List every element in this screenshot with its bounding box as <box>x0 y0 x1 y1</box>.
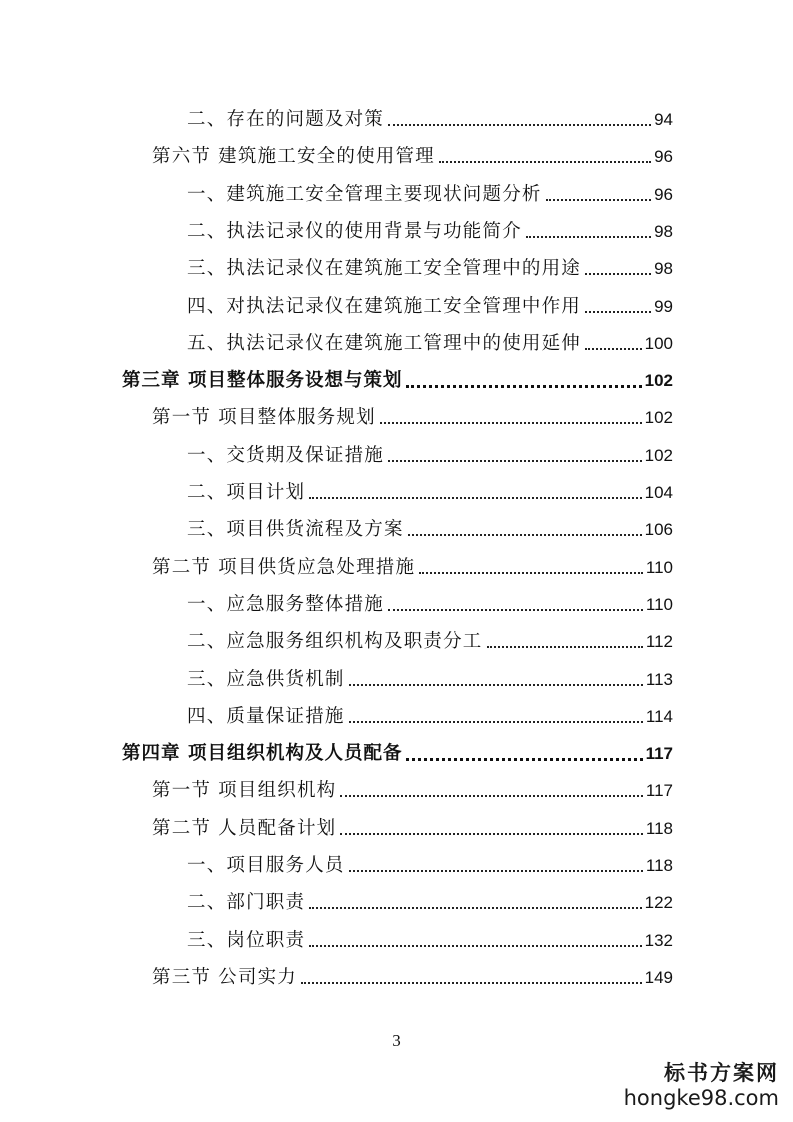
toc-entry-page: 114 <box>645 707 673 726</box>
watermark-cn-text: 标书方案网 <box>664 1061 779 1085</box>
toc-entry-page: 99 <box>654 297 673 316</box>
toc-entry-label: 第二节 人员配备计划 <box>152 818 337 839</box>
toc-entry-page: 117 <box>645 781 673 800</box>
toc-leader-dots <box>585 310 651 313</box>
toc-entry-item[interactable] <box>187 218 673 244</box>
toc-entry-item[interactable] <box>187 927 673 953</box>
toc-entry-section[interactable] <box>152 554 673 580</box>
toc-leader-dots <box>526 235 651 238</box>
toc-leader-dots <box>340 832 643 835</box>
toc-entry-item[interactable] <box>187 181 673 207</box>
toc-entry-item[interactable] <box>187 852 673 878</box>
toc-leader-dots <box>380 421 642 424</box>
toc-entry-label: 四、对执法记录仪在建筑施工安全管理中作用 <box>187 296 582 317</box>
toc-entry-page: 118 <box>645 856 673 875</box>
toc-entry-page: 102 <box>644 408 673 427</box>
toc-leader-dots <box>585 272 651 275</box>
toc-entry-page: 110 <box>645 595 673 614</box>
toc-leader-dots <box>406 757 642 761</box>
toc-entry-page: 122 <box>644 893 673 912</box>
toc-entry-label: 第一节 项目整体服务规划 <box>152 407 376 428</box>
toc-entry-label: 第二节 项目供货应急处理措施 <box>152 557 416 578</box>
toc-leader-dots <box>408 533 642 536</box>
toc-entry-item[interactable] <box>187 591 673 617</box>
toc-entry-chapter[interactable] <box>122 367 673 393</box>
toc-entry-label: 三、应急供货机制 <box>187 669 345 690</box>
toc-entry-section[interactable] <box>152 777 673 803</box>
toc-entry-label: 第一节 项目组织机构 <box>152 780 337 801</box>
toc-entry-label: 一、项目服务人员 <box>187 855 345 876</box>
page-number: 3 <box>392 1031 401 1050</box>
toc-leader-dots <box>439 160 651 163</box>
toc-entry-label: 二、项目计划 <box>187 482 306 503</box>
toc-entry-page: 117 <box>645 744 673 763</box>
toc-entry-label: 一、交货期及保证措施 <box>187 445 385 466</box>
toc-entry-page: 98 <box>654 259 673 278</box>
toc-entry-page: 118 <box>645 819 673 838</box>
toc-leader-dots <box>388 123 651 126</box>
toc-leader-dots <box>301 981 642 984</box>
toc-entry-page: 100 <box>644 334 673 353</box>
toc-leader-dots <box>406 384 641 388</box>
toc-leader-dots <box>309 906 641 909</box>
watermark-en-text: hongke98.com <box>623 1086 779 1110</box>
toc-entry-page: 149 <box>644 968 673 987</box>
toc-entry-item[interactable] <box>187 330 673 356</box>
toc-leader-dots <box>388 459 642 462</box>
toc-entry-page: 96 <box>654 185 673 204</box>
toc-entry-page: 96 <box>654 147 673 166</box>
toc-entry-item[interactable] <box>187 479 673 505</box>
toc-entry-item[interactable] <box>187 255 673 281</box>
toc-entry-label: 第三节 公司实力 <box>152 967 297 988</box>
toc-leader-dots <box>487 645 643 648</box>
toc-entry-label: 第六节 建筑施工安全的使用管理 <box>152 146 435 167</box>
toc-entry-section[interactable] <box>152 404 673 430</box>
toc-entry-page: 112 <box>645 632 673 651</box>
toc-entry-page: 102 <box>644 446 673 465</box>
toc-entry-label: 第四章 项目组织机构及人员配备 <box>122 743 403 764</box>
toc-entry-page: 94 <box>654 110 673 129</box>
toc-entry-item[interactable] <box>187 293 673 319</box>
toc-leader-dots <box>419 571 643 574</box>
toc-entry-item[interactable] <box>187 516 673 542</box>
toc-entry-item[interactable] <box>187 628 673 654</box>
toc-entry-section[interactable] <box>152 815 673 841</box>
toc-leader-dots <box>546 198 651 201</box>
toc-entry-section[interactable] <box>152 964 673 990</box>
toc-entry-item[interactable] <box>187 106 673 132</box>
toc-entry-page: 98 <box>654 222 673 241</box>
toc-leader-dots <box>388 608 643 611</box>
toc-entry-page: 110 <box>645 558 673 577</box>
toc-entry-label: 一、建筑施工安全管理主要现状问题分析 <box>187 184 542 205</box>
toc-leader-dots <box>585 347 642 350</box>
toc-leader-dots <box>340 794 643 797</box>
toc-leader-dots <box>349 869 643 872</box>
toc-leader-dots <box>349 683 643 686</box>
toc-entry-label: 三、执法记录仪在建筑施工安全管理中的用途 <box>187 258 582 279</box>
watermark-logo <box>624 1060 779 1110</box>
toc-entry-chapter[interactable] <box>122 740 673 766</box>
toc-entry-label: 二、部门职责 <box>187 892 306 913</box>
toc-entry-section[interactable] <box>152 143 673 169</box>
toc-entry-label: 五、执法记录仪在建筑施工管理中的使用延伸 <box>187 333 582 354</box>
toc-entry-page: 106 <box>644 520 673 539</box>
toc-entry-label: 一、应急服务整体措施 <box>187 594 385 615</box>
toc-entry-label: 四、质量保证措施 <box>187 706 345 727</box>
toc-entry-label: 二、存在的问题及对策 <box>187 109 385 130</box>
toc-entry-label: 二、应急服务组织机构及职责分工 <box>187 631 483 652</box>
toc-entry-label: 二、执法记录仪的使用背景与功能简介 <box>187 221 522 242</box>
toc-entry-page: 113 <box>645 670 673 689</box>
toc-entry-label: 三、岗位职责 <box>187 930 306 951</box>
toc-leader-dots <box>309 944 641 947</box>
toc-entry-item[interactable] <box>187 666 673 692</box>
toc-entry-label: 三、项目供货流程及方案 <box>187 519 404 540</box>
toc-entry-page: 132 <box>644 931 673 950</box>
toc-leader-dots <box>309 496 641 499</box>
toc-entry-label: 第三章 项目整体服务设想与策划 <box>122 370 403 391</box>
toc-entry-page: 104 <box>644 483 673 502</box>
toc-entry-page: 102 <box>644 371 673 390</box>
toc-entry-item[interactable] <box>187 703 673 729</box>
toc-leader-dots <box>349 720 643 723</box>
toc-entry-item[interactable] <box>187 442 673 468</box>
toc-entry-item[interactable] <box>187 889 673 915</box>
